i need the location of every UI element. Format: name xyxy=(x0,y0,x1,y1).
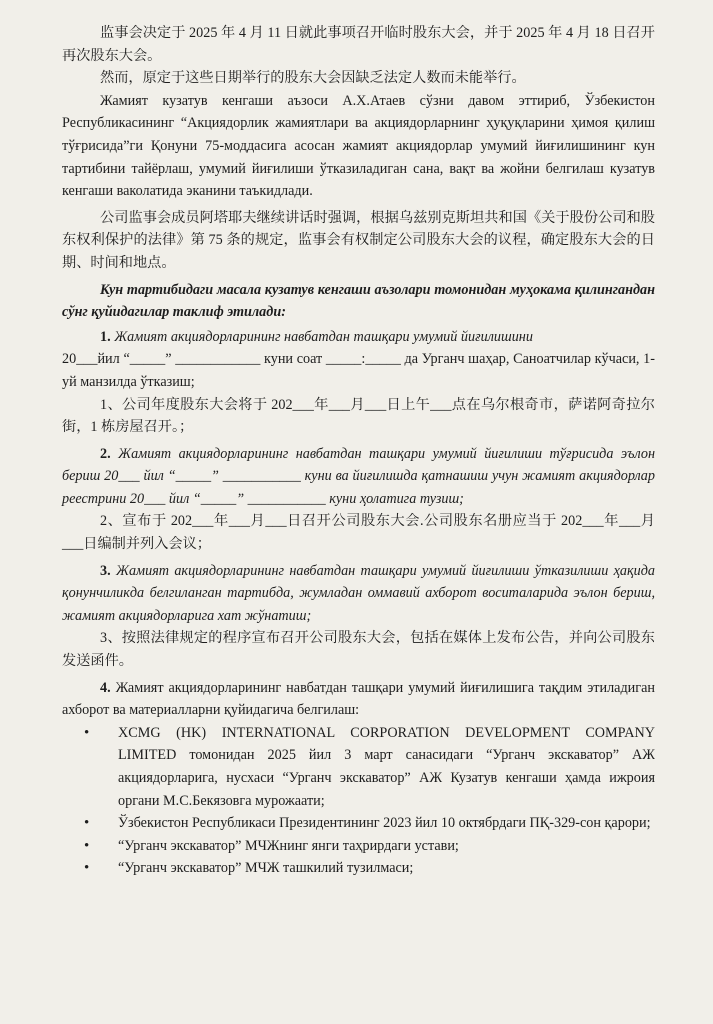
agenda-item-1-date-place: 20___йил “_____” ____________ куни соат _____:_____ да Урганч шаҳар, Саноатчилар кўчаси, 1-уй манзилда ўтказиш; xyxy=(62,351,655,390)
list-item: • XCMG (HK) INTERNATIONAL CORPORATION DEVELOPMENT COMPANY LIMITED томонидан 2025 йил 3 март санасидаги “Урганч экскаватор” АЖ акциядорларига, нусхаси “Урганч экскаватор” АЖ Кузатув кенгаши ҳамда ижроия органи М.С.Бекязовга мурожаати; xyxy=(118,722,655,812)
list-item: • “Урганч экскаватор” МЧЖ ташкилий тузилмаси; xyxy=(118,857,655,880)
paragraph-ataev-uz: Жамият кузатув кенгаши аъзоси А.Х.Атаев сўзни давом эттириб, Ўзбекистон Республикасининг “Акциядорлик жамиятлари ва акциядорларнинг ҳуқуқларини ҳимоя қилиш тўғрисида”ги Қонуни 75-моддасига асосан жамият акциядорлар умумий йиғилишининг кун тартибини тайёрлаш, умумий йиғилиши ўтказиладиган сана, вақт ва жойни белгилаш кузатув кенгаши ваколатида эканини таъкидлади. xyxy=(62,92,655,200)
agenda-item-3 xyxy=(62,560,655,628)
list-item: • “Урганч экскаватор” МЧЖнинг янги таҳрирдаги устави; xyxy=(118,835,655,858)
agenda-item-3-text: Жамият акциядорларининг навбатдан ташқари умумий йиғилиши ўтказилиши ҳақида қонунчиликда белгиланган тартибда, жумладан оммавий ахборот воситаларида эълон бериш, жамият акциядорларига хат жўнатиш; xyxy=(62,562,655,624)
agenda-item-2-cn: 2、宣布于 202___年___月___日召开公司股东大会.公司股东名册应当于 202___年___月___日编制并列入会议； xyxy=(62,513,655,553)
materials-list xyxy=(62,722,655,880)
agenda-item-4-text: Жамият акциядорларининг навбатдан ташқари умумий йиғилишига тақдим этиладиган ахборот ва материалларни қуйидагича белгилаш: xyxy=(62,679,655,719)
paragraph-meeting-dates-cn: 监事会决定于 2025 年 4 月 11 日就此事项召开临时股东大会，并于 2025 年 4 月 18 日召开再次股东大会。 xyxy=(62,25,655,64)
agenda-item-1 xyxy=(62,326,655,349)
agenda-item-1-text-a: Жамият акциядорларининг навбатдан ташқари умумий йиғилишини xyxy=(114,328,533,345)
paragraph-ataev-cn: 公司监事会成员阿塔耶夫继续讲话时强调，根据乌兹别克斯坦共和国《关于股份公司和股东权利保护的法律》第 75 条的规定，监事会有权制定公司股东大会的议程，确定股东大会的日期、时间和地点。 xyxy=(62,209,655,271)
agenda-item-1-cn: 1、公司年度股东大会将于 202___年___月___日上午___点在乌尔根奇市，萨诺阿奇拉尔街，1 栋房屋召开。； xyxy=(62,396,655,436)
agenda-item-3-number: 3. xyxy=(100,562,111,579)
agenda-item-3-cn: 3、按照法律规定的程序宣布召开公司股东大会，包括在媒体上发布公告，并向公司股东发送函件。 xyxy=(62,630,655,670)
agenda-item-2-number: 2. xyxy=(100,445,111,462)
agenda-heading: Кун тартибидаги масала кузатув кенгаши аъзолари томонидан муҳокама қилингандан сўнг қуйидагилар таклиф этилади: xyxy=(62,281,655,321)
agenda-item-2 xyxy=(62,443,655,511)
agenda-item-2-text: Жамият акциядорларининг навбатдан ташқари умумий йиғилиши тўғрисида эълон бериш 20___ йил “_____” ___________ куни ва йиғилишда қатнашиш учун жамият акциядорлар реестрини 20___ йил “_____” ___________ куни ҳолатига тузиш; xyxy=(62,445,655,507)
list-item: • Ўзбекистон Республикаси Президентининг 2023 йил 10 октябрдаги ПҚ-329-сон қарори; xyxy=(118,812,655,835)
agenda-item-1-number: 1. xyxy=(100,328,111,345)
agenda-item-4 xyxy=(62,677,655,722)
agenda-item-4-number: 4. xyxy=(100,679,111,696)
paragraph-quorum-cn: 然而，原定于这些日期举行的股东大会因缺乏法定人数而未能举行。 xyxy=(100,70,526,87)
